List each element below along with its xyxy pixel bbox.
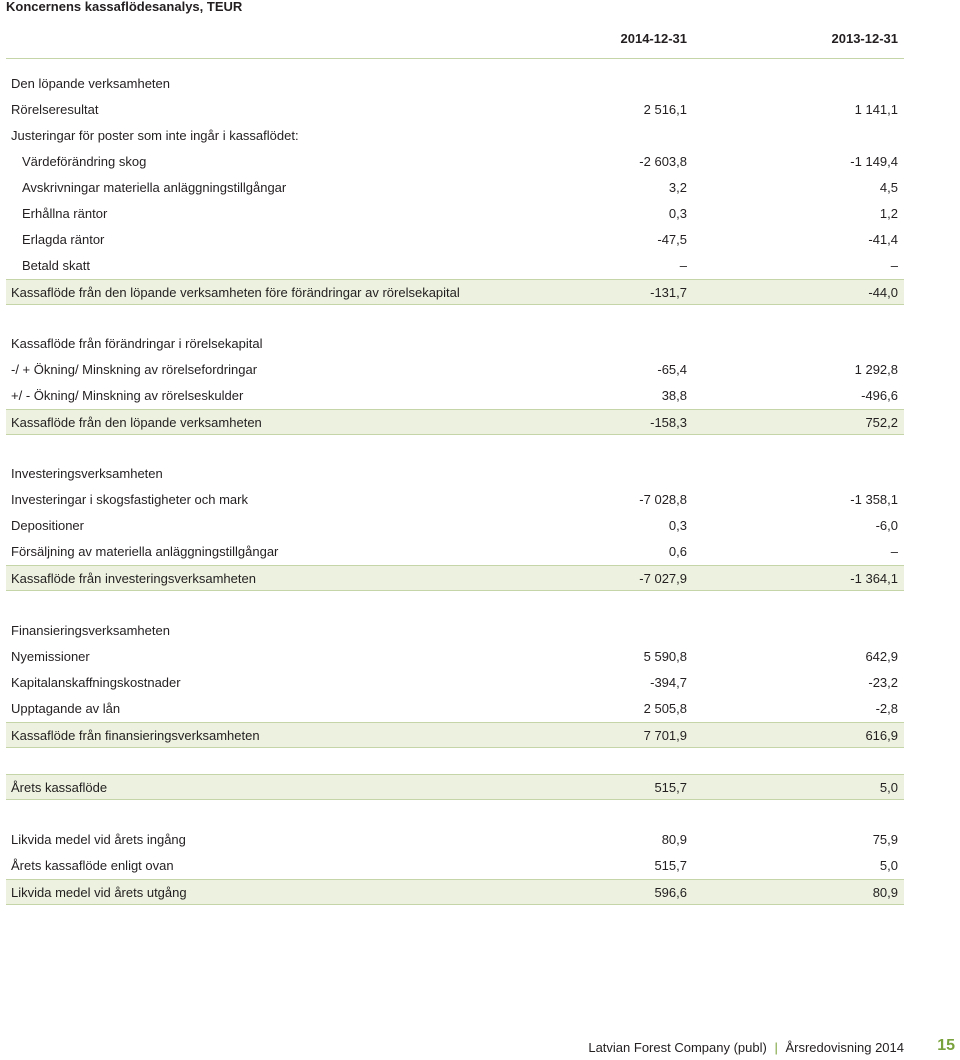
footer-report: Årsredovisning 2014: [785, 1040, 904, 1055]
value-2014: 7 701,9: [643, 728, 687, 743]
subtotal-row: [6, 774, 904, 800]
table-row: [6, 201, 904, 227]
row-label: Kassaflöde från förändringar i rörelsekapital: [11, 336, 263, 351]
row-label: Likvida medel vid årets ingång: [11, 832, 186, 847]
value-2013: 80,9: [872, 885, 898, 900]
row-label: Erlagda räntor: [22, 232, 105, 247]
row-label: Betald skatt: [22, 258, 90, 273]
value-2013: 5,0: [879, 858, 898, 873]
value-2013: -1 149,4: [850, 154, 898, 169]
row-label: Kassaflöde från den löpande verksamheten före förändringar av rörelsekapital: [11, 285, 460, 300]
row-label: Försäljning av materiella anläggningstillgångar: [11, 544, 279, 559]
subtotal-row: [6, 279, 904, 305]
row-label: Årets kassaflöde: [11, 780, 108, 795]
value-2013: 1 292,8: [854, 362, 898, 377]
value-2014: 515,7: [654, 780, 687, 795]
row-label: Nyemissioner: [11, 649, 90, 664]
value-2014: 0,3: [668, 206, 687, 221]
table-row: [6, 97, 904, 123]
row-label: Avskrivningar materiella anläggningstillgångar: [22, 180, 287, 195]
table-row: [6, 539, 904, 565]
column-header-2013: 2013-12-31: [831, 31, 898, 46]
table-row: [6, 487, 904, 513]
footer-separator: |: [774, 1040, 778, 1055]
value-2014: 2 505,8: [643, 701, 687, 716]
row-label: Kapitalanskaffningskostnader: [11, 675, 181, 690]
subtotal-row: [6, 409, 904, 435]
value-2013: 5,0: [879, 780, 898, 795]
table-row: [6, 513, 904, 539]
value-2013: 1,2: [879, 206, 898, 221]
value-2014: -65,4: [657, 362, 687, 377]
value-2014: 2 516,1: [643, 102, 687, 117]
table-row: [6, 670, 904, 696]
table-row: [6, 696, 904, 722]
page-title: Koncernens kassaflödesanalys, TEUR: [6, 0, 243, 14]
value-2013: -2,8: [875, 701, 898, 716]
row-label: Värdeförändring skog: [22, 154, 147, 169]
row-label: +/ - Ökning/ Minskning av rörelseskulder: [11, 388, 244, 403]
row-label: Den löpande verksamheten: [11, 76, 170, 91]
value-2013: 642,9: [865, 649, 898, 664]
value-2014: 3,2: [668, 180, 687, 195]
value-2014: 38,8: [661, 388, 687, 403]
value-2014: -2 603,8: [639, 154, 687, 169]
subtotal-row: [6, 565, 904, 591]
row-label: Årets kassaflöde enligt ovan: [11, 858, 174, 873]
value-2013: -6,0: [875, 518, 898, 533]
value-2014: –: [679, 258, 687, 273]
row-label: -/ + Ökning/ Minskning av rörelsefordringar: [11, 362, 258, 377]
row-label: Kassaflöde från den löpande verksamheten: [11, 415, 262, 430]
value-2013: 4,5: [879, 180, 898, 195]
row-label: Erhållna räntor: [22, 206, 108, 221]
table-row: [6, 827, 904, 853]
value-2014: -7 028,8: [639, 492, 687, 507]
value-2013: -1 358,1: [850, 492, 898, 507]
table-row: [6, 644, 904, 670]
subtotal-row: [6, 722, 904, 748]
value-2014: 0,3: [668, 518, 687, 533]
value-2014: 515,7: [654, 858, 687, 873]
subtotal-row: [6, 879, 904, 905]
table-row: [6, 175, 904, 201]
row-label: Likvida medel vid årets utgång: [11, 885, 187, 900]
value-2013: 752,2: [865, 415, 898, 430]
value-2014: -47,5: [657, 232, 687, 247]
row-label: Upptagande av lån: [11, 701, 121, 716]
section-heading: [6, 618, 904, 644]
value-2013: –: [890, 544, 898, 559]
section-heading: [6, 331, 904, 357]
row-label: Investeringsverksamheten: [11, 466, 163, 481]
table-row: [6, 149, 904, 175]
value-2013: 1 141,1: [854, 102, 898, 117]
row-label: Depositioner: [11, 518, 84, 533]
value-2014: -131,7: [650, 285, 687, 300]
row-label: Justeringar för poster som inte ingår i kassaflödet:: [11, 128, 299, 143]
footer-company: Latvian Forest Company (publ): [588, 1040, 767, 1055]
footer: [588, 1040, 904, 1056]
row-label: Finansieringsverksamheten: [11, 623, 170, 638]
value-2014: 80,9: [661, 832, 687, 847]
row-label: Kassaflöde från finansieringsverksamheten: [11, 728, 260, 743]
value-2014: 5 590,8: [643, 649, 687, 664]
column-header-2014: 2014-12-31: [620, 31, 687, 46]
section-heading: [6, 71, 904, 97]
value-2014: 596,6: [654, 885, 687, 900]
value-2013: 75,9: [872, 832, 898, 847]
value-2013: -23,2: [868, 675, 898, 690]
table-row: [6, 123, 904, 149]
row-label: Rörelseresultat: [11, 102, 99, 117]
table-row: [6, 383, 904, 409]
value-2014: 0,6: [668, 544, 687, 559]
value-2014: -394,7: [650, 675, 687, 690]
row-label: Investeringar i skogsfastigheter och mark: [11, 492, 248, 507]
value-2013: -44,0: [868, 285, 898, 300]
value-2013: –: [890, 258, 898, 273]
value-2013: -41,4: [868, 232, 898, 247]
table-row: [6, 357, 904, 383]
value-2013: -1 364,1: [850, 571, 898, 586]
value-2014: -7 027,9: [639, 571, 687, 586]
value-2014: -158,3: [650, 415, 687, 430]
value-2013: 616,9: [865, 728, 898, 743]
table-row: [6, 853, 904, 879]
table-row: [6, 253, 904, 279]
page-number: 15: [937, 1037, 955, 1054]
row-label: Kassaflöde från investeringsverksamheten: [11, 571, 256, 586]
table-row: [6, 227, 904, 253]
section-heading: [6, 461, 904, 487]
value-2013: -496,6: [861, 388, 898, 403]
